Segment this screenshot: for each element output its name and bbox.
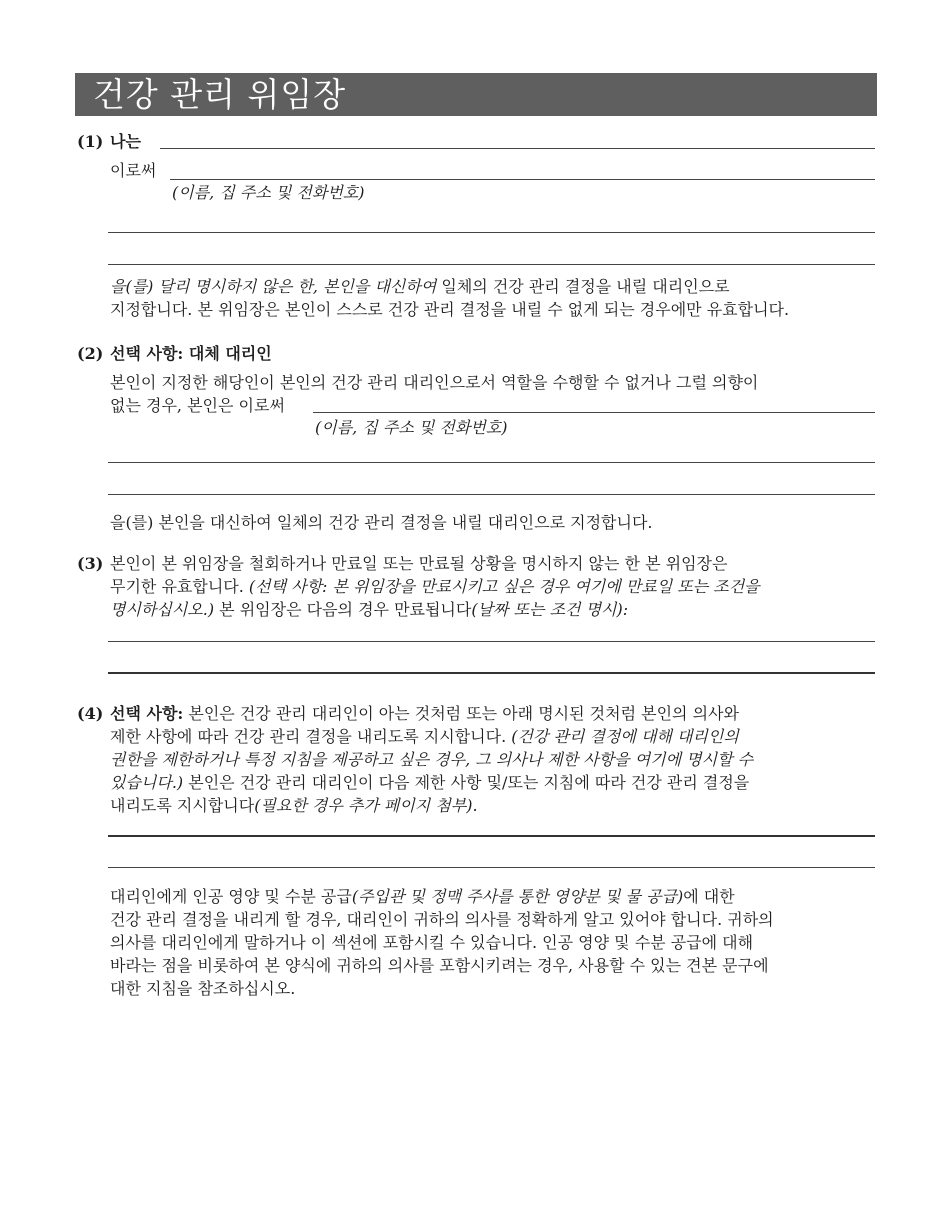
note-line-3: 의사를 대리인에게 말하거나 이 섹션에 포함시킬 수 있습니다. 인공 영양 및 수분 공급에 대해: [110, 933, 754, 952]
note-line-1: 대리인에게 인공 영양 및 수분 공급(주입관 및 정맥 주사를 통한 영양분 및 물 공급)에 대한: [110, 887, 735, 906]
section-2-title: 선택 사항: 대체 대리인: [110, 344, 272, 363]
section-2-alternate-line[interactable]: [313, 412, 875, 413]
section-4-blank-line-1[interactable]: [108, 835, 875, 837]
section-3-line-1: 본인이 본 위임장을 철회하거나 만료일 또는 만료될 상황을 명시하지 않는 한 본 위임장은: [110, 554, 728, 573]
section-1-blank-line-1[interactable]: [108, 232, 875, 233]
section-1-agent-line[interactable]: [170, 179, 875, 180]
note-line-2: 건강 관리 결정을 내리게 할 경우, 대리인이 귀하의 의사를 정확하게 알고 있어야 합니다. 귀하의: [110, 910, 774, 929]
section-3-number: (3): [77, 554, 104, 573]
section-3-blank-line-1[interactable]: [108, 641, 875, 642]
section-1-as-label: 이로써: [110, 161, 157, 180]
section-1-label: 나는: [110, 132, 141, 151]
section-1-hint: (이름, 집 주소 및 전화번호): [172, 183, 365, 202]
section-4-line-4: 있습니다.) 본인은 건강 관리 대리인이 다음 제한 사항 및/또는 지침에 따라 건강 관리 결정을: [110, 773, 750, 792]
note-line-4: 바라는 점을 비롯하여 본 양식에 귀하의 의사를 포함시키려는 경우, 사용할 수 있는 견본 문구에: [110, 956, 769, 975]
page-title: 건강 관리 위임장: [93, 75, 347, 114]
section-2-closing: 을(를) 본인을 대신하여 일체의 건강 관리 결정을 내릴 대리인으로 지정합니다.: [110, 513, 653, 532]
section-4-line-2: 제한 사항에 따라 건강 관리 결정을 내리도록 지시합니다. (건강 관리 결정에 대해 대리인의: [110, 727, 739, 746]
section-2-hint: (이름, 집 주소 및 전화번호): [315, 418, 508, 437]
title-banner: [75, 73, 877, 116]
section-4-blank-line-2[interactable]: [108, 867, 875, 868]
section-1-number: (1): [77, 132, 104, 151]
section-2-blank-line-2[interactable]: [108, 494, 875, 495]
section-4-line-5: 내리도록 지시합니다(필요한 경우 추가 페이지 첨부).: [110, 796, 478, 815]
section-3-line-3: 명시하십시오.) 본 위임장은 다음의 경우 만료됩니다(날짜 또는 조건 명시):: [110, 600, 629, 619]
section-2-line-1: 본인이 지정한 해당인이 본인의 건강 관리 대리인으로서 역할을 수행할 수 없거나 그럴 의향이: [110, 373, 759, 392]
section-4-line-1: 선택 사항: 본인은 건강 관리 대리인이 아는 것처럼 또는 아래 명시된 것처럼 본인의 의사와: [110, 704, 739, 723]
section-1-paragraph-line-1: 을(를) 달리 명시하지 않은 한, 본인을 대신하여 일체의 건강 관리 결정을 내릴 대리인으로: [110, 277, 730, 296]
section-4-line-3: 권한을 제한하거나 특정 지침을 제공하고 싶은 경우, 그 의사나 제한 사항을 여기에 명시할 수: [110, 750, 754, 769]
note-line-5: 대한 지침을 참조하십시오.: [110, 979, 296, 998]
section-3-line-2: 무기한 유효합니다. (선택 사항: 본 위임장을 만료시키고 싶은 경우 여기에 만료일 또는 조건을: [110, 577, 760, 596]
section-1-blank-line-2[interactable]: [108, 264, 875, 265]
section-2-line-2: 없는 경우, 본인은 이로써: [110, 396, 285, 415]
section-2-blank-line-1[interactable]: [108, 462, 875, 463]
section-2-number: (2): [77, 344, 104, 363]
section-1-paragraph-line-2: 지정합니다. 본 위임장은 본인이 스스로 건강 관리 결정을 내릴 수 없게 되는 경우에만 유효합니다.: [110, 300, 790, 319]
section-1-name-line[interactable]: [160, 148, 875, 149]
section-4-number: (4): [77, 704, 104, 723]
section-3-blank-line-2[interactable]: [108, 672, 875, 674]
